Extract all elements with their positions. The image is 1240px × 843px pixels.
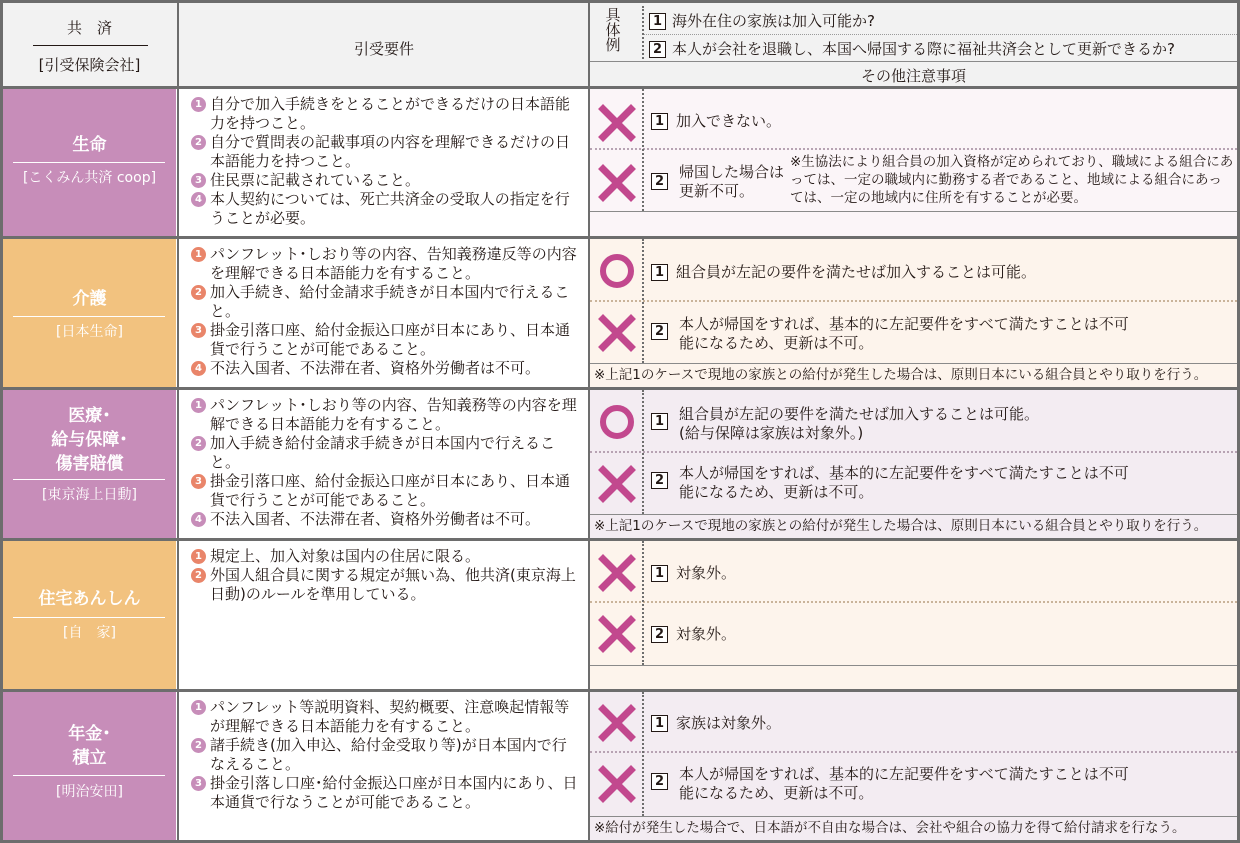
requirement-item: 3 住民票に記載されていること。 <box>191 171 581 190</box>
answer-2: 2 本人が帰国をすれば、基本的に左記要件をすべて満たすことは不可能になるため、更新は不可。 <box>651 464 1141 502</box>
cross-mark-icon <box>597 163 637 203</box>
insurer-name: [自 家] <box>63 625 116 641</box>
row-label-life <box>3 89 176 236</box>
answer-1: 1 対象外。 <box>651 564 736 583</box>
question-text: 本人が会社を退職し、本国へ帰国する際に福祉共済会として更新できるか? <box>672 40 1175 58</box>
case-note: ※給付が発生した場合で、日本語が不自由な場合は、会社や組合の協力を得て給付請求を行なう。 <box>594 820 1186 836</box>
examples-label: 具体例 <box>603 7 622 52</box>
answer-dotted-divider <box>642 390 644 514</box>
cross-mark-icon <box>597 703 637 743</box>
label-rule <box>13 479 165 480</box>
answer-2: 2 本人が帰国をすれば、基本的に左記要件をすべて満たすことは不可能になるため、更新は不可。 <box>651 765 1141 803</box>
header-col1-rule <box>33 45 148 46</box>
insurer-name: [こくみん共済 coop] <box>22 170 157 186</box>
answer-1: 1 組合員が左記の要件を満たせば加入することは可能。 <box>651 263 1036 282</box>
answer-divider <box>590 665 1237 666</box>
case-note: ※上記1のケースで現地の家族との給付が発生した場合は、原則日本にいる組合員とやり取りを行う。 <box>594 367 1208 383</box>
answer-divider <box>590 300 1237 302</box>
row-label-pension <box>3 692 176 840</box>
answer-1: 1 組合員が左記の要件を満たせば加入することは可能。(給与保障は家族は対象外。) <box>651 405 1051 443</box>
answer-divider <box>590 751 1237 753</box>
answer-divider <box>590 816 1237 817</box>
requirement-item: 2 自分で質問表の記載事項の内容を理解できるだけの日本語能力を持つこと。 <box>191 133 581 171</box>
cross-mark-icon <box>597 103 637 143</box>
question-number: 1 <box>649 13 666 30</box>
coverage-name: 年金･ 積立 <box>68 724 111 768</box>
coverage-name: 生命 <box>72 135 107 155</box>
column-divider <box>177 3 179 840</box>
header-col1-title: 共 済 <box>66 19 112 37</box>
circle-mark-icon <box>597 402 637 442</box>
coverage-name: 介護 <box>72 289 107 309</box>
requirements-medical <box>180 390 589 538</box>
requirement-item: 1 規定上、加入対象は国内の住居に限る。 <box>191 547 581 566</box>
header-col1-sub: [引受保険会社] <box>38 56 141 74</box>
question-text: 海外在住の家族は加入可能か? <box>672 12 875 30</box>
requirements-housing <box>180 541 589 689</box>
answer-dotted-divider <box>642 89 644 211</box>
requirement-item: 2 外国人組合員に関する規定が無い為、他共済(東京海上日動)のルールを準用している。 <box>191 566 581 604</box>
answer-divider <box>590 363 1237 364</box>
side-note: ※生協法により組合員の加入資格が定められており、職域による組合にあっては、一定の職域内に勤務する者であること、地域による組合にあっては、一定の地域内に住所を有することが必要。 <box>790 154 1234 206</box>
requirement-item: 2 加入手続き給付金請求手続きが日本国内で行えること。 <box>191 434 581 472</box>
insurer-name: [東京海上日動] <box>42 487 137 503</box>
label-rule <box>13 162 165 163</box>
insurer-name: [日本生命] <box>56 324 123 340</box>
requirement-item: 2 諸手続き(加入申込、給付金受取り等)が日本国内で行なえること。 <box>191 736 581 774</box>
header-divider <box>643 34 1237 35</box>
header-question-2 <box>649 39 1175 59</box>
cross-mark-icon <box>597 464 637 504</box>
cross-mark-icon <box>597 614 637 654</box>
answer-dotted-divider <box>642 692 644 816</box>
answer-2: 2 帰国した場合は更新不可。 <box>651 163 786 201</box>
label-rule <box>13 316 165 317</box>
requirement-item: 1 パンフレット等説明資料、契約概要、注意喚起情報等が理解できる日本語能力を有すること。 <box>191 698 581 736</box>
label-rule <box>13 617 165 618</box>
coverage-name: 住宅あんしん <box>38 589 141 609</box>
answer-dotted-divider <box>642 541 644 665</box>
answer-2: 2 本人が帰国をすれば、基本的に左記要件をすべて満たすことは不可能になるため、更新は不可。 <box>651 315 1141 353</box>
answer-1: 1 家族は対象外。 <box>651 714 781 733</box>
requirement-item: 3 掛金引落口座、給付金振込口座が日本にあり、日本通貨で行うことが可能であること。 <box>191 321 581 359</box>
cross-mark-icon <box>597 553 637 593</box>
row-label-care <box>3 239 176 387</box>
answer-1: 1 加入できない。 <box>651 112 781 131</box>
row-label-medical <box>3 390 176 538</box>
requirements-pension <box>180 692 589 840</box>
cross-mark-icon <box>597 764 637 804</box>
requirements-care <box>180 239 589 387</box>
requirement-item: 1 パンフレット･しおり等の内容、告知義務違反等の内容を理解できる日本語能力を有すること。 <box>191 245 581 283</box>
requirement-item: 1 パンフレット･しおり等の内容、告知義務等の内容を理解できる日本語能力を有すること。 <box>191 396 581 434</box>
header-divider <box>590 61 1237 62</box>
question-number: 2 <box>649 41 666 58</box>
header-col2-title: 引受要件 <box>353 40 414 58</box>
answer-divider <box>590 148 1237 150</box>
header-col3-sub: その他注意事項 <box>860 67 966 85</box>
label-rule <box>13 775 165 776</box>
header-question-1 <box>649 11 875 31</box>
answer-divider <box>590 514 1237 515</box>
cross-mark-icon <box>597 313 637 353</box>
coverage-name: 医療･ 給与保障･ 傷害賠償 <box>51 406 128 474</box>
requirement-item: 2 加入手続き、給付金請求手続きが日本国内で行えること。 <box>191 283 581 321</box>
requirements-life <box>180 89 589 236</box>
answer-2: 2 対象外。 <box>651 625 736 644</box>
answer-dotted-divider <box>642 239 644 363</box>
answer-divider <box>590 211 1237 212</box>
answer-divider <box>590 601 1237 603</box>
requirement-item: 4 不法入国者、不法滞在者、資格外労働者は不可。 <box>191 359 581 378</box>
requirement-item: 3 掛金引落口座、給付金振込口座が日本にあり、日本通貨で行うことが可能であること。 <box>191 472 581 510</box>
insurer-name: [明治安田] <box>56 784 123 800</box>
requirement-item: 4 不法入国者、不法滞在者、資格外労働者は不可。 <box>191 510 581 529</box>
requirement-item: 3 掛金引落し口座･給付金振込口座が日本国内にあり、日本通貨で行なうことが可能であること。 <box>191 774 581 812</box>
requirement-item: 4 本人契約については、死亡共済金の受取人の指定を行うことが必要。 <box>191 190 581 228</box>
requirement-item: 1 自分で加入手続きをとることができるだけの日本語能力を持つこと。 <box>191 95 581 133</box>
header-dotted-divider <box>642 6 644 59</box>
answer-divider <box>590 451 1237 453</box>
row-label-housing <box>3 541 176 689</box>
case-note: ※上記1のケースで現地の家族との給付が発生した場合は、原則日本にいる組合員とやり取りを行う。 <box>594 518 1208 534</box>
circle-mark-icon <box>597 251 637 291</box>
